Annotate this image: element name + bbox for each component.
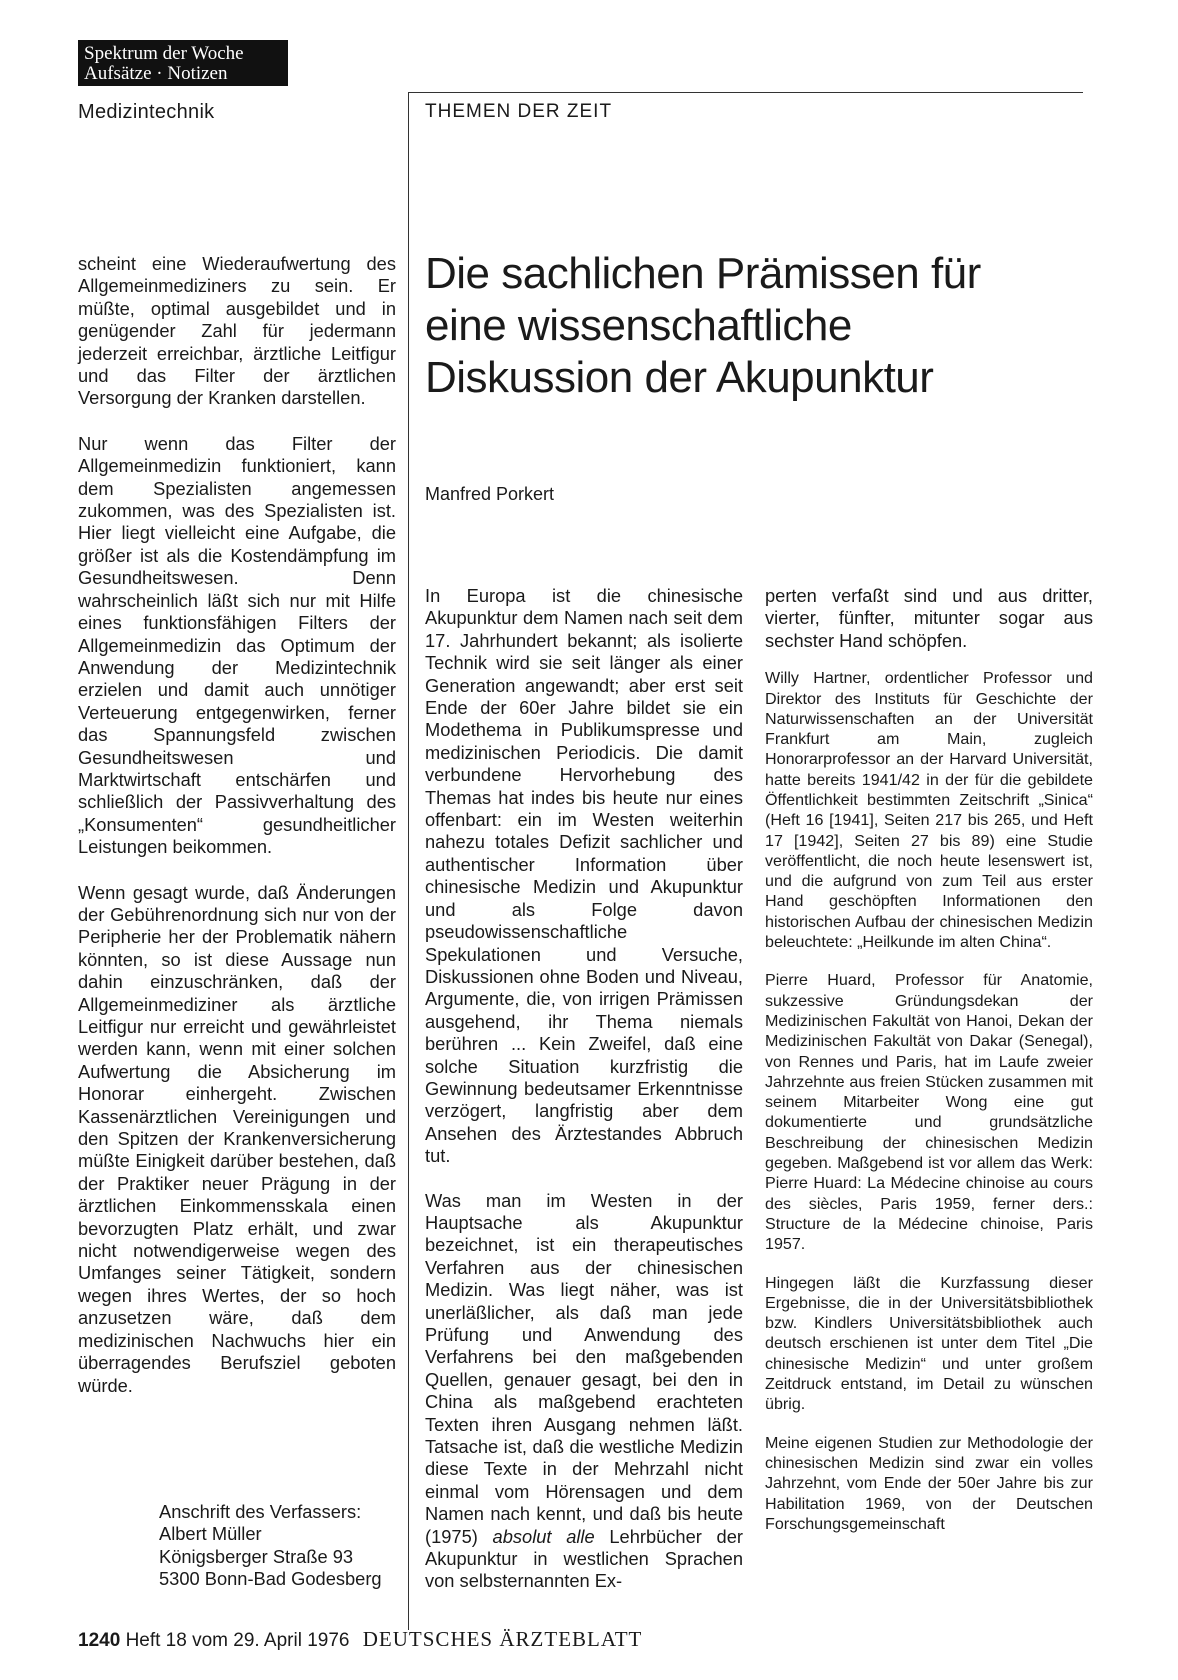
top-rule [408,92,1083,93]
body-paragraph: perten verfaßt sind und aus dritter, vierter, fünfter, mitunter sogar aus sechster Hand schöpfen. [765,585,1093,651]
address-line: Albert Müller [159,1523,262,1545]
address-line: 5300 Bonn-Bad Godesberg [159,1568,382,1590]
small-paragraph: Willy Hartner, ordentlicher Professor und Direktor des Instituts für Geschichte der Naturwissenschaften an der Universität Frankfurt am Main, zugleich Honorarprofessor an der Harvard Universität, hatte bereits 1941/42 in der für die gebildete Öffentlichkeit bestimmten Zeitschrift „Sinica“ (Heft 16 [1941], Seiten 217 bis 265, und Heft 17 [1942], Seiten 27 bis 89) eine Studie veröffentlicht, die noch heute lesenswert ist, und die aufgrund von zum Teil aus erster Hand geschöpften Informationen den historischen Aufbau der chinesischen Medizin beleuchtete: „Heilkunde im alten China“. [765,669,1093,952]
left-paragraph: Wenn gesagt wurde, daß Änderungen der Gebührenordnung sich nur von der Peripherie her der Problematik nähern könnten, so ist diese Aussage nun dahin einzuschränken, daß der Allgemeinmediziner als ärztliche Leitfigur nur erreicht und gewährleistet werden kann, wenn mit einer solchen Aufwertung die Absicherung im Honorar einhergeht. Zwischen Kassenärztlichen Vereinigungen und den Spitzen der Krankenversicherung müßte Einigkeit darüber bestehen, daß der Praktiker neuer Prägung in der ärztlichen Einkommensskala einen bevorzugten Platz erhält, und zwar nicht notwendigerweise wegen des Umfanges seiner Tätigkeit, sondern wegen ihres Wertes, der so hoch anzusetzen wäre, daß dem medizinischen Nachwuchs hier ein überragendes Berufsziel geboten würde. [78,881,396,1396]
page-footer [78,1627,642,1652]
text-run: Was man im Westen in der Hauptsache als Akupunktur bezeichnet, ist ein therapeutisches Verfahren aus der chinesischen Medizin. Was liegt näher, was ist unerläßlicher, als daß man jede Prüfung und Anwendung des Verfahrens bei den maßgebenden Quellen, genauer gesagt, bei den in China als maßgebend erachteten Texten ihren Ausgang nehmen läßt. Tatsache ist, daß die westliche Medizin diese Texte in der Mehrzahl nicht einmal vom Hörensagen und dem Namen nach kennt, und daß bis heute (1975) [425,1189,743,1547]
text-run: Lehrbücher der Akupunktur in westlichen Sprachen von selbsternannten Ex- [425,1525,743,1592]
journal-name: DEUTSCHES ÄRZTEBLATT [362,1627,643,1651]
author-address [159,1501,399,1591]
column-divider [408,92,409,1630]
article-title: Die sachlichen Prämissen für eine wissenschaftliche Diskussion der Akupunktur [425,249,981,402]
address-line: Königsberger Straße 93 [159,1545,354,1567]
masthead-line-2: Aufsätze · Notizen [84,63,228,84]
body-paragraph [425,1190,743,1593]
address-line: Anschrift des Verfassers: [159,1501,362,1522]
small-paragraph: Pierre Huard, Professor für Anatomie, sukzessive Gründungsdekan der Medizinischen Fakultät von Hanoi, Dekan der Medizinischen Fakultät von Dakar (Senegal), von Rennes und Paris, hat im Laufe zweier Jahrzehnte aus freien Stücken zusammen mit seinem Mitarbeiter Wong eine gut dokumentierte und grundsätzliche Beschreibung der chinesischen Medizin gegeben. Maßgebend ist vor allem das Werk: Pierre Huard: La Médecine chinoise au cours des siècles, Paris 1959, ferner ders.: Structure de la Médecine chinoise, Paris 1957. [765,971,1093,1254]
body-paragraph: In Europa ist die chinesische Akupunktur dem Namen nach seit dem 17. Jahrhundert bekannt; als isolierte Technik wird sie seit länger als einer Generation angewandt; aber erst seit Ende der 60er Jahre bildet sie ein Modethema in Publikumspresse und medizinischen Periodicis. Die damit verbundene Hervorhebung des Themas hat indes bis heute nur eines offenbart: ein im Westen weiterhin nahezu totales Defizit sachlicher und authentischer Information über chinesische Medizin und Akupunktur und als Folge davon pseudowissenschaftliche Spekulationen und Versuche, Diskussionen ohne Boden und Niveau, Argumente, die, von irrigen Prämissen ausgehend, ihr Thema niemals berühren ... Kein Zweifel, daß eine solche Situation kurzfristig die Gewinnung bedeutsamer Erkenntnisse verzögert, langfristig aber dem Ansehen des Ärztestandes Abbruch tut. [425,585,743,1167]
left-paragraph: Nur wenn das Filter der Allgemeinmedizin funktioniert, kann dem Spezialisten angemessen zukommen, was des Spezialisten ist. Hier liegt vielleicht eine Aufgabe, die größer ist als die Kostendämpfung im Gesundheitswesen. Denn wahrscheinlich läßt sich nur mit Hilfe eines funktionsfähigen Filters der Allgemeinmedizin das Optimum der Anwendung der Medizintechnik erzielen und damit auch unnötiger Verteuerung entgegenwirken, ferner das Spannungsfeld zwischen Gesundheitswesen und Marktwirtschaft entschärfen und schließlich der Passivverhaltung des „Konsumenten“ gesundheitlicher Leistungen beikommen. [78,432,396,858]
issue-info: Heft 18 vom 29. April 1976 [125,1630,350,1651]
topic-label: THEMEN DER ZEIT [425,101,613,122]
left-paragraph: scheint eine Wiederaufwertung des Allgemeinmediziners zu sein. Er müßte, optimal ausgebildet und in genügender Zahl für jedermann jederzeit erreichbar, ärztliche Leitfigur und das Filter der ärztlichen Versorgung der Kranken darstellen. [78,253,396,409]
middle-column [425,585,743,1615]
small-paragraph: Hingegen läßt die Kurzfassung dieser Ergebnisse, die in der Universitätsbibliothek bzw. Kindlers Universitätsbibliothek auch deutsch erschienen ist unter dem Titel „Die chinesische Medizin“ und unter großem Zeitdruck entstand, im Detail zu wünschen übrig. [765,1273,1093,1414]
small-paragraph: Meine eigenen Studien zur Methodologie der chinesischen Medizin sind zwar ein volles Jahrzehnt, vom Ende der 50er Jahre bis zur Habilitation 1969, von der Deutschen Forschungsgemeinschaft [765,1433,1093,1533]
masthead-line-1: Spektrum der Woche [84,43,244,64]
emphasis-text: absolut alle [492,1525,595,1547]
page-number: 1240 [78,1630,121,1651]
left-column [78,253,396,1420]
masthead [78,40,288,86]
right-column [765,585,1093,1552]
article-author: Manfred Porkert [425,484,555,504]
section-label: Medizintechnik [78,101,215,123]
